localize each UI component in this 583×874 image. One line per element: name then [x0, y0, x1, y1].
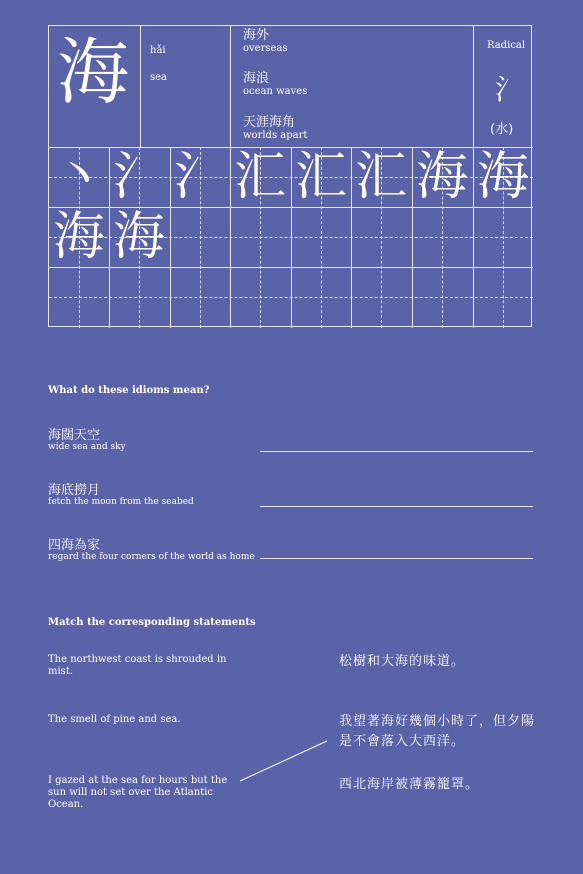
- example-word-zh: 海浪: [243, 71, 270, 86]
- example-word-en: overseas: [243, 43, 288, 54]
- match-statement-en: The smell of pine and sea.: [48, 714, 181, 725]
- idioms-title: What do these idioms mean?: [48, 385, 210, 396]
- idiom-zh: 海闊天空: [48, 428, 101, 443]
- stroke-step: 汇: [354, 147, 407, 207]
- idiom-zh: 四海為家: [48, 538, 101, 553]
- idiom-en: fetch the moon from the seabed: [48, 497, 194, 507]
- stroke-step: 汇: [233, 147, 286, 207]
- stroke-step: 海: [52, 207, 105, 267]
- radical-label: Radical: [487, 40, 526, 51]
- example-word-zh: 天涯海角: [243, 115, 296, 130]
- example-word-en: worlds apart: [243, 130, 308, 141]
- stroke-step: 氵: [112, 147, 165, 207]
- pinyin: hǎi: [150, 45, 166, 56]
- radical-character: 氵: [495, 73, 524, 106]
- idiom-en: wide sea and sky: [48, 442, 126, 452]
- idiom-zh: 海底撈月: [48, 483, 101, 498]
- example-word-zh: 海外: [243, 28, 270, 43]
- match-statement-zh: 我望著海好幾個小時了，但夕陽是不會落入大西洋。: [339, 714, 536, 749]
- stroke-step: 汇: [294, 147, 347, 207]
- match-title: Match the corresponding statements: [48, 617, 256, 628]
- stroke-step: 海: [112, 207, 165, 267]
- match-statement-zh: 松樹和大海的味道。: [339, 654, 466, 669]
- match-statement-en: I gazed at the sea for hours but the sun will not set over the Atlantic Ocean.: [48, 775, 228, 810]
- match-connector-line: [240, 741, 327, 781]
- match-statement-en: The northwest coast is shrouded in mist.: [48, 654, 227, 677]
- match-statement-zh: 西北海岸被薄霧籠罩。: [339, 777, 480, 792]
- stroke-step: 氵: [173, 147, 226, 207]
- main-character: 海: [57, 30, 130, 114]
- character-meaning: sea: [150, 72, 168, 83]
- stroke-step: 海: [415, 147, 468, 207]
- idiom-en: regard the four corners of the world as home: [48, 552, 255, 562]
- stroke-step: 海: [476, 147, 529, 207]
- stroke-step: 丶: [52, 147, 105, 207]
- example-word-en: ocean waves: [243, 86, 308, 97]
- radical-alternate: (水): [490, 122, 514, 137]
